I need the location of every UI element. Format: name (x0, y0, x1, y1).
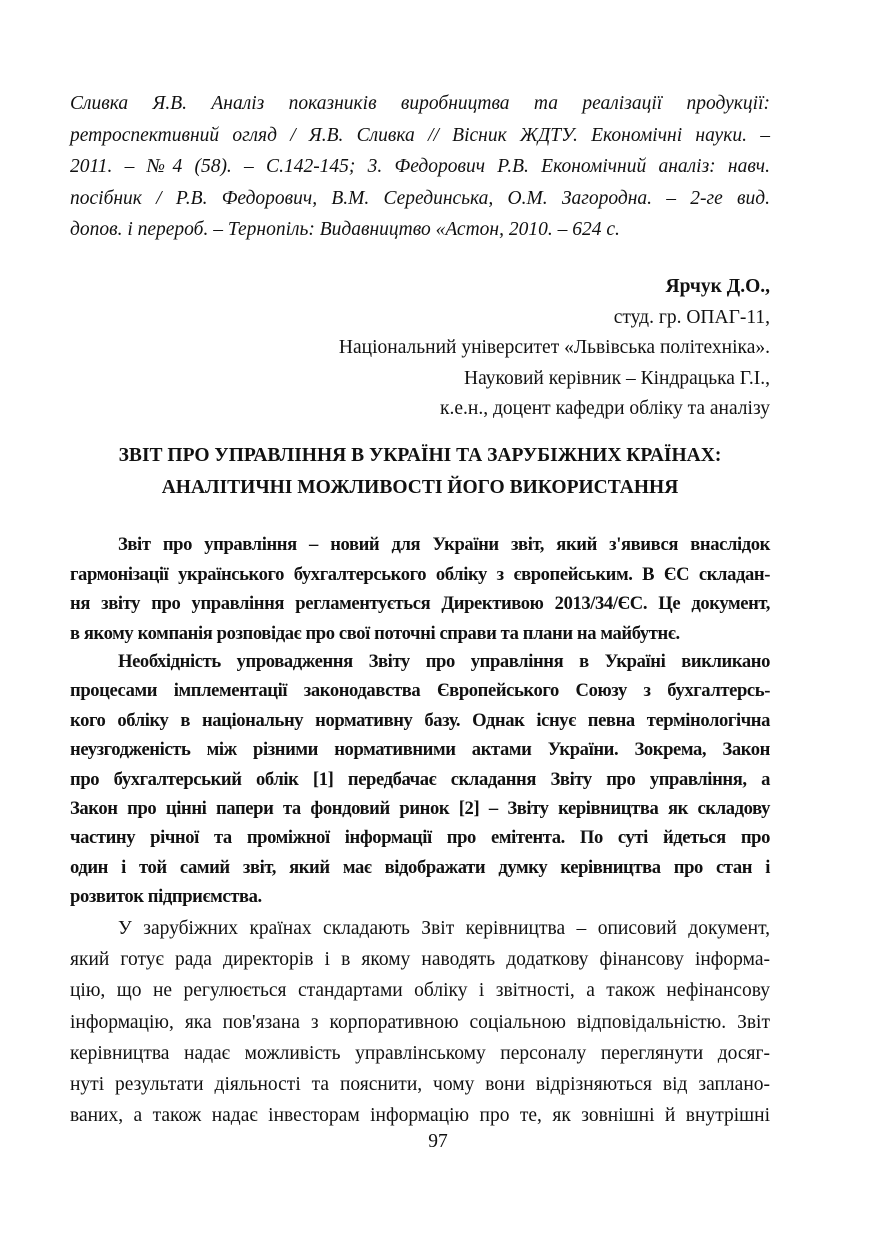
author-block (339, 272, 770, 425)
text-line: ня звіту про управління регламентується Директивою 2013/34/ЄС. Це документ, (70, 593, 770, 614)
text-line: частину річної та проміжної інформації про емітента. По суті йдеться про (70, 827, 770, 849)
citation-line: Сливка Я.В. Аналіз показників виробництва та реалізації продукції: (70, 93, 770, 114)
article-title (70, 440, 770, 504)
paragraph-2 (70, 647, 770, 912)
text-line: про бухгалтерський облік [1] передбачає складання Звіту про управління, а (70, 768, 770, 790)
author-supervisor: Науковий керівник – Кіндрацька Г.І., (464, 367, 770, 389)
page-number: 97 (428, 1131, 448, 1152)
citation-line: допов. і перероб. – Тернопіль: Видавництво «Астон, 2010. – 624 с. (70, 219, 620, 241)
text-line: в якому компанія розповідає про свої поточні справи та плани на майбутнє. (70, 622, 680, 644)
text-line: нуті результати діяльності та пояснити, чому вони відрізняються від заплано- (70, 1074, 770, 1096)
text-line: який готує рада директорів і в якому наводять додаткову фінансову інформа- (70, 949, 770, 971)
bibliography-citation (70, 88, 770, 246)
text-line: неузгодженість між різними нормативними актами України. Зокрема, Закон (70, 739, 770, 761)
title-line: ЗВІТ ПРО УПРАВЛІННЯ В УКРАЇНІ ТА ЗАРУБІЖНИХ КРАЇНАХ: (118, 445, 722, 466)
author-name: Ярчук Д.О., (665, 276, 770, 297)
citation-line: посібник / Р.В. Федорович, В.М. Серединська, О.М. Загородна. – 2-ге вид. (70, 187, 770, 209)
text-line: кого обліку в національну нормативну базу. Однак існує певна термінологічна (70, 709, 770, 731)
text-line: інформацію, яка пов'язана з корпоративною соціальною відповідальністю. Звіт (70, 1011, 770, 1033)
author-group: студ. гр. ОПАГ-11, (613, 306, 770, 328)
text-line: ваних, а також надає інвесторам інформацію про те, як зовнішні й внутрішні (70, 1105, 770, 1127)
author-university: Національний університет «Львівська політехніка». (338, 337, 770, 358)
supervisor-position: к.е.н., доцент кафедри обліку та аналізу (440, 398, 770, 419)
paragraph-1 (70, 530, 770, 648)
text-line: Звіт про управління – новий для України звіт, який з'явився внаслідок (118, 534, 770, 555)
title-line: АНАЛІТИЧНІ МОЖЛИВОСТІ ЙОГО ВИКОРИСТАННЯ (161, 477, 679, 498)
text-line: розвиток підприємства. (70, 886, 262, 908)
text-line: У зарубіжних країнах складають Звіт керівництва – описовий документ, (118, 918, 770, 939)
text-line: Необхідність упровадження Звіту про управління в Україні викликано (118, 651, 770, 672)
citation-line: ретроспективний огляд / Я.В. Сливка // Вісник ЖДТУ. Економічні науки. – (70, 124, 770, 146)
citation-line: 2011. – №4 (58). – С.142-145; 3. Федорович Р.В. Економічний аналіз: навч. (70, 156, 770, 178)
text-line: цію, що не регулюється стандартами обліку і звітності, а також нефінансову (70, 980, 770, 1002)
text-line: процесами імплементації законодавства Європейського Союзу з бухгалтерсь- (70, 680, 770, 702)
text-line: один і той самий звіт, який має відображати думку керівництва про стан і (70, 856, 770, 878)
text-line: керівництва надає можливість управлінському персоналу переглянути досяг- (70, 1042, 770, 1064)
text-line: гармонізації українського бухгалтерського обліку з європейським. В ЄС складан- (70, 563, 770, 585)
text-line: Закон про цінні папери та фондовий ринок [2] – Звіту керівництва як складову (70, 798, 770, 820)
paragraph-3 (70, 913, 770, 1131)
